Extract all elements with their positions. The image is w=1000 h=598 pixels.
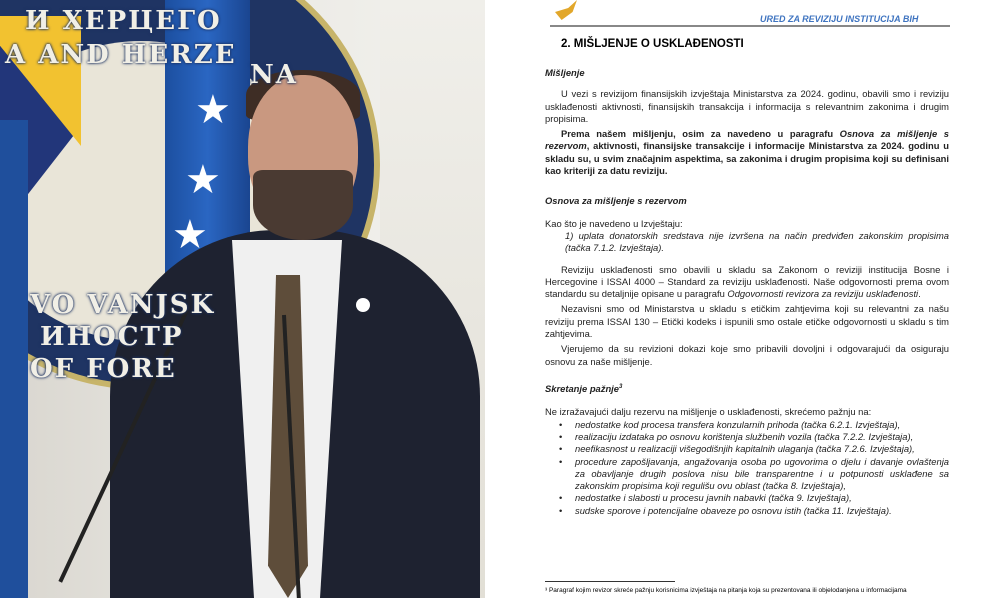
paragraph: Reviziju usklađenosti smo obavili u skladu sa Zakonom o reviziji institucija Bosne i Hercegovine i ISSAI 4000 – Standard za reviziju usklađenosti. Naše odgovornosti prema ovom standardu su detaljnije opisane u paragrafu Odgovornosti revizora za reviziju usklađenosti. <box>545 263 949 300</box>
seal-lettering: VO VANJSK <box>30 290 216 320</box>
list-item: • procedure zapošljavanja, angažovanja osoba po ugovorima o djelu i davanje ovlaštenja za obavljanje drugih poslova nisu bile transparentne i u potpunosti usklađene sa zakonskim propisima koji regulišu ovu oblast (tačka 8. Izvještaja), <box>545 456 949 493</box>
footnote: ³ Paragraf kojim revizor skreće pažnju korisnicima izvještaja na pitanja koja su prezentovana ili objelodanjena u informacijama <box>545 587 907 594</box>
paragraph: Nezavisni smo od Ministarstva u skladu s etičkim zahtjevima koji su relevantni za našu reviziju prema ISSAI 130 – Etički kodeks i ispunili smo ostale etičke odgovornosti u skladu s tim zahtjevima. <box>545 303 949 340</box>
seal-lettering: NA <box>250 60 298 90</box>
opinion-paragraph: Prema našem mišljenju, osim za navedeno u paragrafu Osnova za mišljenje s rezervom, aktivnosti, finansijske transakcije i informacije Ministarstva za 2024. godinu u skladu su, u svim značajnim aspektima, sa zakonima i drugim propisima koji su definisani kao kriteriji za datu reviziju. <box>545 128 949 177</box>
paragraph: Ne izražavajući dalju rezervu na mišljenje o usklađenosti, skrećemo pažnju na: <box>545 406 872 418</box>
flag-star-icon: ★ <box>185 158 221 202</box>
flag-star-icon: ★ <box>195 88 231 132</box>
paragraph: Kao što je navedeno u Izvještaju: <box>545 217 683 229</box>
heading-osnova: Osnova za mišljenje s rezervom <box>545 195 687 207</box>
list-item: • realizaciju izdataka po osnovu korištenja službenih vozila (tačka 7.2.2. Izvještaja), <box>545 431 949 443</box>
flag-star-icon: ★ <box>172 213 208 257</box>
numbered-item: 1) uplata donatorskih sredstava nije izvršena na način predviđen zakonskim propisima (tačka 7.1.2. Izvještaja). <box>565 229 949 254</box>
emphasis-list <box>545 419 949 517</box>
seal-lettering: И ХЕРЦЕГО <box>25 6 222 36</box>
heading-misljenje: Mišljenje <box>545 67 585 78</box>
section-title: 2. MIŠLJENJE O USKLAĐENOSTI <box>561 38 744 50</box>
heading-skretanje: Skretanje pažnje$^3$ <box>545 383 623 395</box>
photo-speaker-at-podium <box>0 0 485 598</box>
seal-lettering: OF FORE <box>30 354 177 384</box>
list-item: • sudske sporove i potencijalne obaveze po osnovu istih (tačka 11. Izvještaja). <box>545 505 949 517</box>
list-item: • nedostatke kod procesa transfera konzularnih prihoda (tačka 6.2.1. Izvještaja), <box>545 419 949 431</box>
org-header: URED ZA REVIZIJU INSTITUCIJA BIH <box>760 14 919 24</box>
eu-flag <box>0 120 28 598</box>
paragraph: Vjerujemo da su revizioni dokazi koje smo pribavili dovoljni i odgovarajući da osiguraju osnovu za naše mišljenje. <box>545 343 949 367</box>
list-item: • neefikasnost u realizaciji višegodišnjih kapitalnih ulaganja (tačka 7.2.6. Izvještaja), <box>545 443 949 455</box>
list-item: • nedostatke i slabosti u procesu javnih nabavki (tačka 9. Izvještaja), <box>545 492 949 504</box>
paragraph: U vezi s revizijom finansijskih izvještaja Ministarstva za 2024. godinu, obavili smo i reviziju usklađenosti aktivnosti, finansijskih transakcija i informacija s relevantnim zakonima i drugim propisima. <box>545 88 949 124</box>
seal-lettering: ИНОСТР <box>40 322 184 352</box>
seal-lettering: A AND HERZE <box>5 40 237 70</box>
